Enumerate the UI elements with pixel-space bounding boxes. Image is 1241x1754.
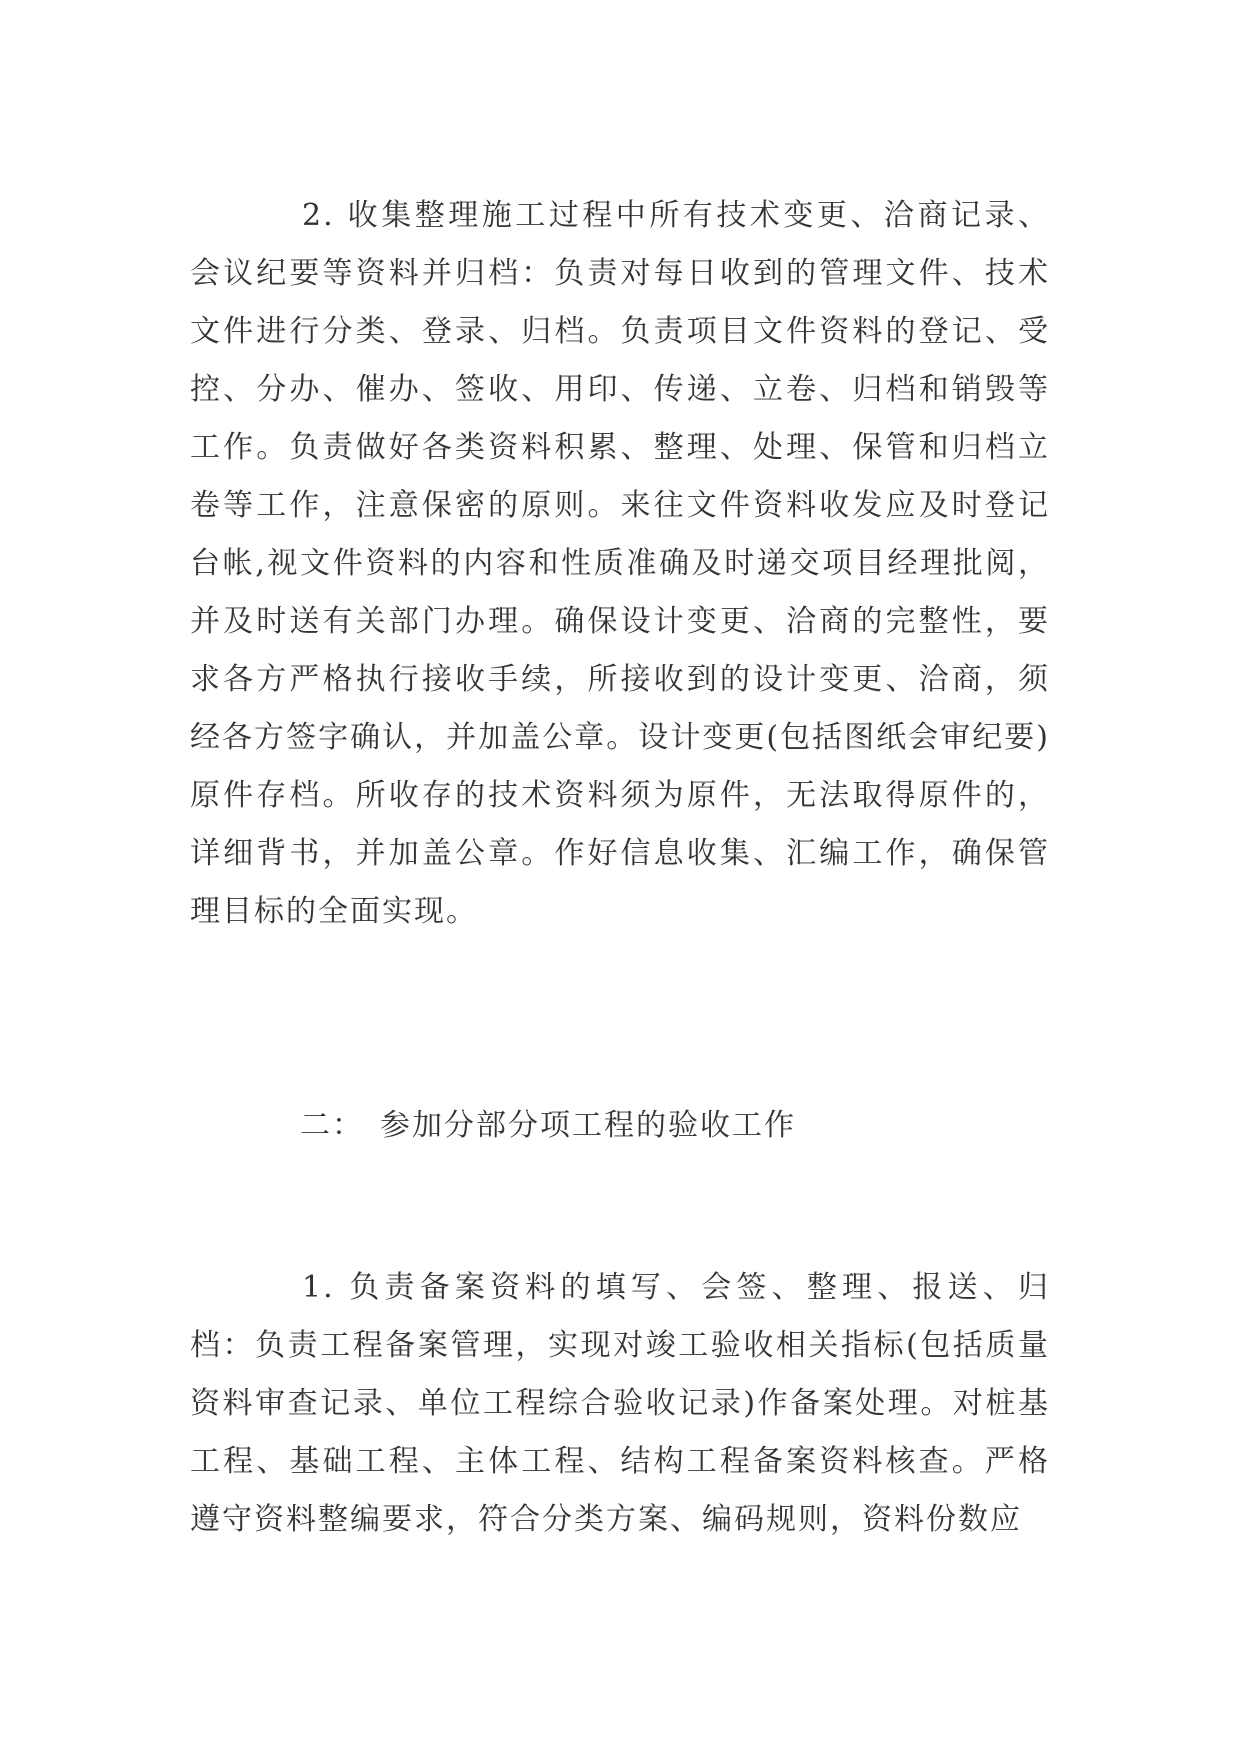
section-heading — [300, 1097, 796, 1155]
paragraph-collect-archive: 2. 收集整理施工过程中所有技术变更、洽商记录、会议纪要等资料并归档：负责对每日收到的管理文件、技术文件进行分类、登录、归档。负责项目文件资料的登记、受控、分办、催办、签收、用印、传递、立卷、归档和销毁等工作。负责做好各类资料积累、整理、处理、保管和归档立卷等工作，注意保密的原则。来往文件资料收发应及时登记台帐,视文件资料的内容和性质准确及时递交项目经理批阅，并及时送有关部门办理。确保设计变更、洽商的完整性，要求各方严格执行接收手续，所接收到的设计变更、洽商，须经各方签字确认，并加盖公章。设计变更(包括图纸会审纪要)原件存档。所收存的技术资料须为原件，无法取得原件的，详细背书，并加盖公章。作好信息收集、汇编工作，确保管理目标的全面实现。 — [190, 198, 1050, 929]
section-heading-number: 二： — [300, 1108, 364, 1143]
document-body — [190, 187, 1050, 1537]
section-heading-title: 参加分部分项工程的验收工作 — [380, 1108, 796, 1143]
paragraph-filing-materials: 1. 负责备案资料的填写、会签、整理、报送、归档：负责工程备案管理，实现对竣工验收相关指标(包括质量资料审查记录、单位工程综合验收记录)作备案处理。对桩基工程、基础工程、主体工程、结构工程备案资料核查。严格遵守资料整编要求，符合分类方案、编码规则，资料份数应 — [190, 1270, 1050, 1537]
